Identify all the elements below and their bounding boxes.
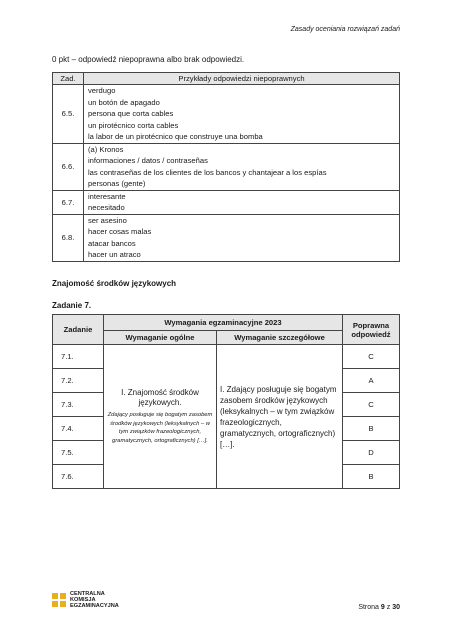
- example-line: la labor de un pirotécnico que construye una bomba: [88, 132, 263, 141]
- logo-line-3: EGZAMINACYJNA: [70, 603, 119, 610]
- specific-requirement: I. Zdający posługuje się bogatym zasobem środków językowych (leksykalnych – w tym związków frazeologicznych, gramatycznych, ortograficznych) […].: [217, 345, 343, 489]
- col-examples: Przykłady odpowiedzi niepoprawnych: [84, 73, 400, 85]
- example-line: (a) Kronos: [88, 144, 124, 154]
- table-row: [53, 345, 400, 369]
- task-number: 7.6.: [53, 465, 104, 489]
- task-number: 7.1.: [53, 345, 104, 369]
- logo-line-2: KOMISJA: [70, 597, 96, 604]
- task-title: Zadanie 7.: [52, 301, 92, 310]
- page-number: Strona 9 z 30: [358, 604, 400, 611]
- cke-logo-icon: [52, 593, 66, 607]
- general-requirement: [104, 345, 217, 489]
- example-line: un botón de apagado: [88, 97, 160, 107]
- row-examples: [84, 85, 400, 144]
- cke-logo: [52, 591, 119, 610]
- row-number: 6.8.: [53, 214, 84, 261]
- example-line: informaciones / datos / contraseñas: [88, 156, 208, 165]
- example-line: verdugo: [88, 86, 116, 95]
- section-title: Znajomość środków językowych: [52, 279, 177, 288]
- general-requirement-main: I. Znajomość środków językowych.: [121, 388, 199, 407]
- example-line: hacer un atraco: [88, 250, 141, 259]
- general-requirement-detail: Zdający posługuje się bogatym zasobem środków językowych (leksykalnych – w tym związków frazeologicznych, gramatycznych, ortograficznych) […].: [107, 412, 213, 444]
- example-line: las contraseñas de los clientes de los bancos y chantajear a los espías: [88, 167, 327, 177]
- intro-text: 0 pkt – odpowiedź niepoprawna albo brak odpowiedzi.: [52, 55, 245, 64]
- task-number: 7.4.: [53, 417, 104, 441]
- row-examples: [84, 190, 400, 214]
- correct-answer: C: [343, 345, 400, 369]
- task-number: 7.2.: [53, 369, 104, 393]
- example-line: hacer cosas malas: [88, 227, 152, 236]
- row-number: 6.6.: [53, 143, 84, 190]
- table-row: [53, 143, 400, 190]
- row-examples: [84, 143, 400, 190]
- correct-answer: B: [343, 417, 400, 441]
- correct-answer: C: [343, 393, 400, 417]
- correct-answer: D: [343, 441, 400, 465]
- correct-answer: B: [343, 465, 400, 489]
- example-line: interesante: [88, 191, 126, 201]
- requirements-table: [52, 314, 400, 489]
- task-number: 7.5.: [53, 441, 104, 465]
- table-row: [53, 190, 400, 214]
- col-zad: Zad.: [53, 73, 84, 85]
- row-number: 6.5.: [53, 85, 84, 144]
- col-zadanie: Zadanie: [53, 315, 104, 345]
- logo-line-1: CENTRALNA: [70, 591, 105, 597]
- task-number: 7.3.: [53, 393, 104, 417]
- example-line: un pirotécnico corta cables: [88, 120, 179, 130]
- correct-answer: A: [343, 369, 400, 393]
- example-line: necesitado: [88, 203, 125, 212]
- row-examples: [84, 214, 400, 261]
- example-line: persona que corta cables: [88, 109, 174, 118]
- row-number: 6.7.: [53, 190, 84, 214]
- example-line: ser asesino: [88, 215, 127, 225]
- example-line: atacar bancos: [88, 238, 136, 248]
- table-row: [53, 85, 400, 144]
- example-line: personas (gente): [88, 179, 146, 188]
- col-wymagania: Wymagania egzaminacyjne 2023: [104, 315, 343, 331]
- col-odpowiedz: Poprawna odpowiedź: [343, 315, 400, 345]
- header-note: Zasady oceniania rozwiązań zadań: [290, 26, 400, 33]
- col-ogolne: Wymaganie ogólne: [104, 331, 217, 345]
- incorrect-answers-table: [52, 72, 400, 262]
- table-row: [53, 214, 400, 261]
- col-szczegolowe: Wymaganie szczegółowe: [217, 331, 343, 345]
